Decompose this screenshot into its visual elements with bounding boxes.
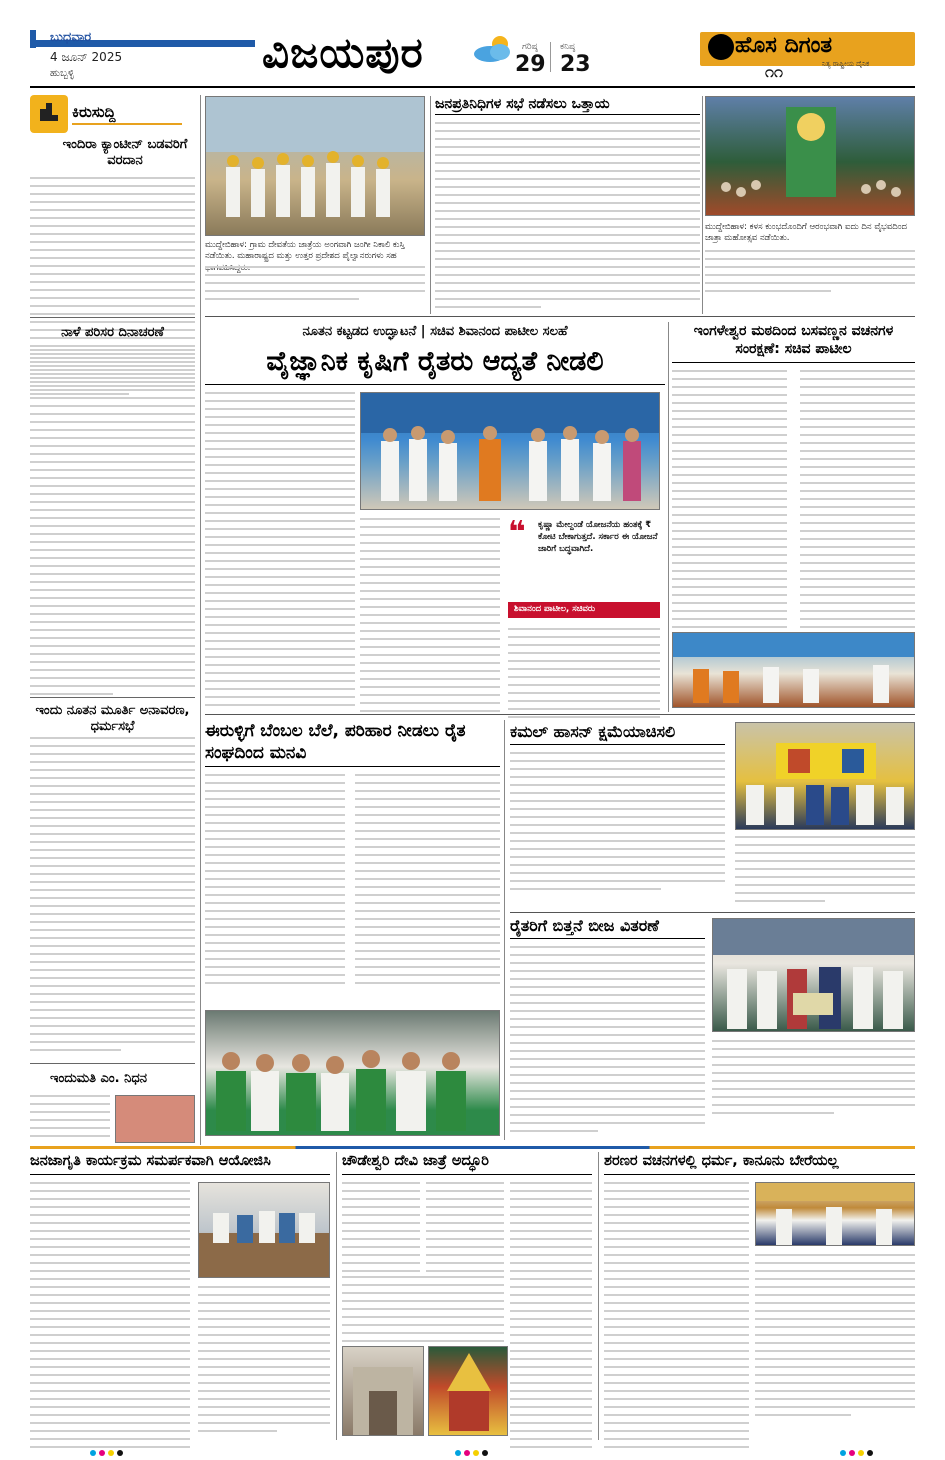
quote-mark-icon: ❝	[508, 515, 526, 550]
column-rule	[702, 96, 703, 314]
story-title: ಇಂದಿರಾ ಕ್ಯಾಂಟೀನ್ ಬಡವರಿಗೆ ವರದಾನ	[62, 137, 188, 168]
story-headline: ಈರುಳ್ಳಿಗೆ ಬೆಂಬಲ ಬೆಲೆ, ಪರಿಹಾರ ನೀಡಲು ರೈತ ಸಂಘದಿಂದ ಮನವಿ	[205, 721, 466, 764]
story-title: ಇಂದುಮತಿ ಎಂ. ನಿಧನ	[50, 1071, 147, 1086]
weather-cloud-icon	[470, 34, 516, 64]
lead-quote-box	[508, 515, 660, 620]
masthead-rule	[30, 86, 915, 88]
story-body	[342, 1276, 504, 1348]
story-headline: ಶರಣರ ವಚನಗಳಲ್ಲಿ ಧರ್ಮ, ಕಾನೂನು ಬೇರೆಯಲ್ಲ	[604, 1153, 839, 1169]
min-temp: 23	[560, 52, 591, 77]
story-body	[510, 946, 705, 1138]
lead-headline: ವೈಜ್ಞಾನಿಕ ಕೃಷಿಗೆ ರೈತರು ಆದ್ಯತೆ ನೀಡಲಿ	[266, 346, 604, 377]
story-headline: ಜನಜಾಗೃತಿ ಕಾರ್ಯಕ್ರಮ ಸಮರ್ಪಕವಾಗಿ ಆಯೋಜಿಸಿ	[30, 1153, 271, 1169]
story-title: ಇಂದು ನೂತನ ಮೂರ್ತಿ ಅನಾವರಣ, ಧರ್ಮಸಭೆ	[35, 703, 190, 734]
headline-rule	[435, 114, 700, 115]
jatra-chariot-photo	[428, 1346, 508, 1436]
headline-rule	[604, 1174, 915, 1175]
story-body	[735, 836, 915, 908]
section-rule	[205, 316, 915, 317]
story-body	[435, 122, 700, 314]
story-headline: ಚೌಡೇಶ್ವರಿ ದೇವಿ ಜಾತ್ರೆ ಅದ್ಧೂರಿ	[342, 1153, 489, 1169]
caption-body	[205, 266, 425, 306]
photo-caption: ಮುದ್ದೇಬಿಹಾಳ: ಕಳಸ ಕುಂಭದೊಂದಿಗೆ ಆರಂಭವಾಗಿ ಐದು ದಿನ ವೈಭವದಿಂದ ಜಾತ್ರಾ ಮಹೋತ್ಸವ ನಡೆಯಿತು.	[705, 222, 908, 244]
page-number: ೧೧	[765, 62, 783, 81]
headline-rule	[510, 744, 725, 745]
column-rule	[504, 720, 505, 1140]
headline-rule	[672, 362, 915, 363]
masthead-place: ಹುಬ್ಬಳ್ಳಿ	[50, 68, 75, 79]
story-title: ನಾಳೆ ಪರಿಸರ ದಿನಾಚರಣೆ	[61, 325, 164, 340]
photo-caption: ಮುದ್ದೇಬಿಹಾಳ: ಗ್ರಾಮ ದೇವತೆಯ ಜಾತ್ರೆಯ ಅಂಗವಾಗಿ ಜಂಗೀ ನಿಕಾಲಿ ಕುಸ್ತಿ ನಡೆಯಿತು. ಮಹಾರಾಷ್ಟ್ರದ ಮತ್ತು ಉತ್ತರ ಪ್ರದೇಶದ ಪೈಲ್ವಾನರುಗಳು ಸಹ	[205, 240, 405, 262]
story-body	[712, 1040, 915, 1120]
registration-marks	[840, 1441, 876, 1460]
story-headline: ಇಂಗಳೇಶ್ವರ ಮಠದಿಂದ ಬಸವಣ್ಣನ ವಚನಗಳ ಸಂರಕ್ಷಣೆ: ಸಚಿವ ಪಾಟೀಲ	[693, 323, 894, 358]
paper-logo-icon	[708, 34, 734, 60]
bottom-section-strip	[30, 1146, 915, 1149]
headline-rule	[30, 1174, 330, 1175]
story-body	[755, 1254, 915, 1422]
math-event-photo	[672, 632, 915, 708]
lead-photo	[360, 392, 660, 510]
kiru-suddi-heading: ಕಿರುಸುದ್ದಿ	[72, 103, 116, 121]
paper-name: ಹೊಸ ದಿಗಂತ	[735, 33, 833, 58]
section-rule	[510, 912, 915, 913]
story-body	[355, 774, 500, 990]
kiru-suddi-underline	[72, 123, 182, 125]
min-temp-label: ಕನಿಷ್ಠ	[560, 42, 576, 52]
headline-rule	[205, 766, 500, 767]
page-title: ವಿಜಯಪುರ	[262, 28, 424, 77]
caption-body	[705, 250, 915, 298]
lead-body-col2	[360, 518, 500, 718]
temple-photo	[342, 1346, 424, 1436]
story-body	[426, 1182, 504, 1278]
headline-rule	[342, 1174, 592, 1175]
paper-tagline: ನಿತ್ಯ ರಾಷ್ಟ್ರೀಯ ದೈನಿಕ	[822, 60, 870, 68]
story-body	[30, 737, 195, 1057]
story-headline: ಜನಪ್ರತಿನಿಧಿಗಳ ಸಭೆ ನಡೆಸಲು ಒತ್ತಾಯ	[435, 96, 610, 112]
seed-distribution-photo	[712, 918, 915, 1032]
section-rule	[205, 714, 915, 715]
story-body	[510, 752, 725, 896]
kiru-suddi-hand-icon	[30, 95, 68, 133]
protest-photo	[735, 722, 915, 830]
jatra-photo	[705, 96, 915, 216]
masthead	[0, 0, 945, 88]
lead-body-col3	[508, 628, 660, 724]
masthead-band-mark	[30, 30, 36, 48]
meeting-photo	[198, 1182, 330, 1278]
story-body	[30, 1095, 110, 1143]
max-temp-label: ಗರಿಷ್ಠ	[522, 42, 538, 52]
story-body	[672, 370, 787, 650]
farmers-photo	[205, 1010, 500, 1136]
obituary-photo	[115, 1095, 195, 1143]
lead-kicker: ನೂತನ ಕಟ್ಟಡದ ಉದ್ಘಾಟನೆ | ಸಚಿವ ಶಿವಾನಂದ ಪಾಟೀಲ ಸಲಹೆ	[302, 324, 568, 339]
story-body	[198, 1286, 330, 1438]
quote-author: ಶಿವಾನಂದ ಪಾಟೀಲ, ಸಚಿವರು	[514, 604, 596, 614]
temp-divider	[550, 42, 551, 72]
story-divider	[30, 317, 195, 318]
story-divider	[30, 697, 195, 698]
column-rule	[200, 95, 201, 1145]
headline-rule	[205, 384, 665, 385]
column-rule	[336, 1152, 337, 1440]
lead-body-col1	[205, 392, 355, 712]
story-body	[205, 774, 345, 990]
headline-rule	[510, 938, 705, 939]
story-body	[604, 1182, 749, 1454]
masthead-day: ಬುಧವಾರ	[50, 30, 92, 45]
column-rule	[430, 96, 431, 314]
registration-marks	[90, 1441, 126, 1460]
story-body	[30, 1182, 190, 1454]
column-rule	[668, 322, 669, 712]
story-headline: ಕಮಲ್ ಹಾಸನ್ ಕ್ಷಮೆಯಾಚಿಸಲಿ	[510, 722, 676, 741]
wrestling-photo	[205, 96, 425, 236]
lead-kicker-bar	[205, 322, 665, 344]
masthead-date: 4 ಜೂನ್ 2025	[50, 50, 123, 64]
seminar-photo	[755, 1182, 915, 1246]
registration-marks	[455, 1441, 491, 1460]
column-rule	[598, 1152, 599, 1440]
story-body	[510, 1182, 592, 1454]
story-body	[30, 349, 195, 701]
story-body	[800, 370, 915, 650]
kiru-suddi-column	[30, 95, 195, 1145]
story-body	[342, 1182, 420, 1278]
story-headline: ರೈತರಿಗೆ ಬಿತ್ತನೆ ಬೀಜ ವಿತರಣೆ	[510, 916, 659, 935]
story-divider	[30, 1063, 195, 1064]
max-temp: 29	[515, 52, 546, 77]
lead-quote-text: ಕೃಷ್ಣಾ ಮೇಲ್ದಂಡೆ ಯೋಜನೆಯ ಹಂತಕ್ಕೆ ₹ ಕೋಟಿ ಬೇಕಾಗುತ್ತದೆ. ಸರ್ಕಾರ ಈ ಯೋಜನೆ ಜಾರಿಗೆ ಬದ್ಧವಾಗಿದೆ.	[538, 520, 658, 554]
